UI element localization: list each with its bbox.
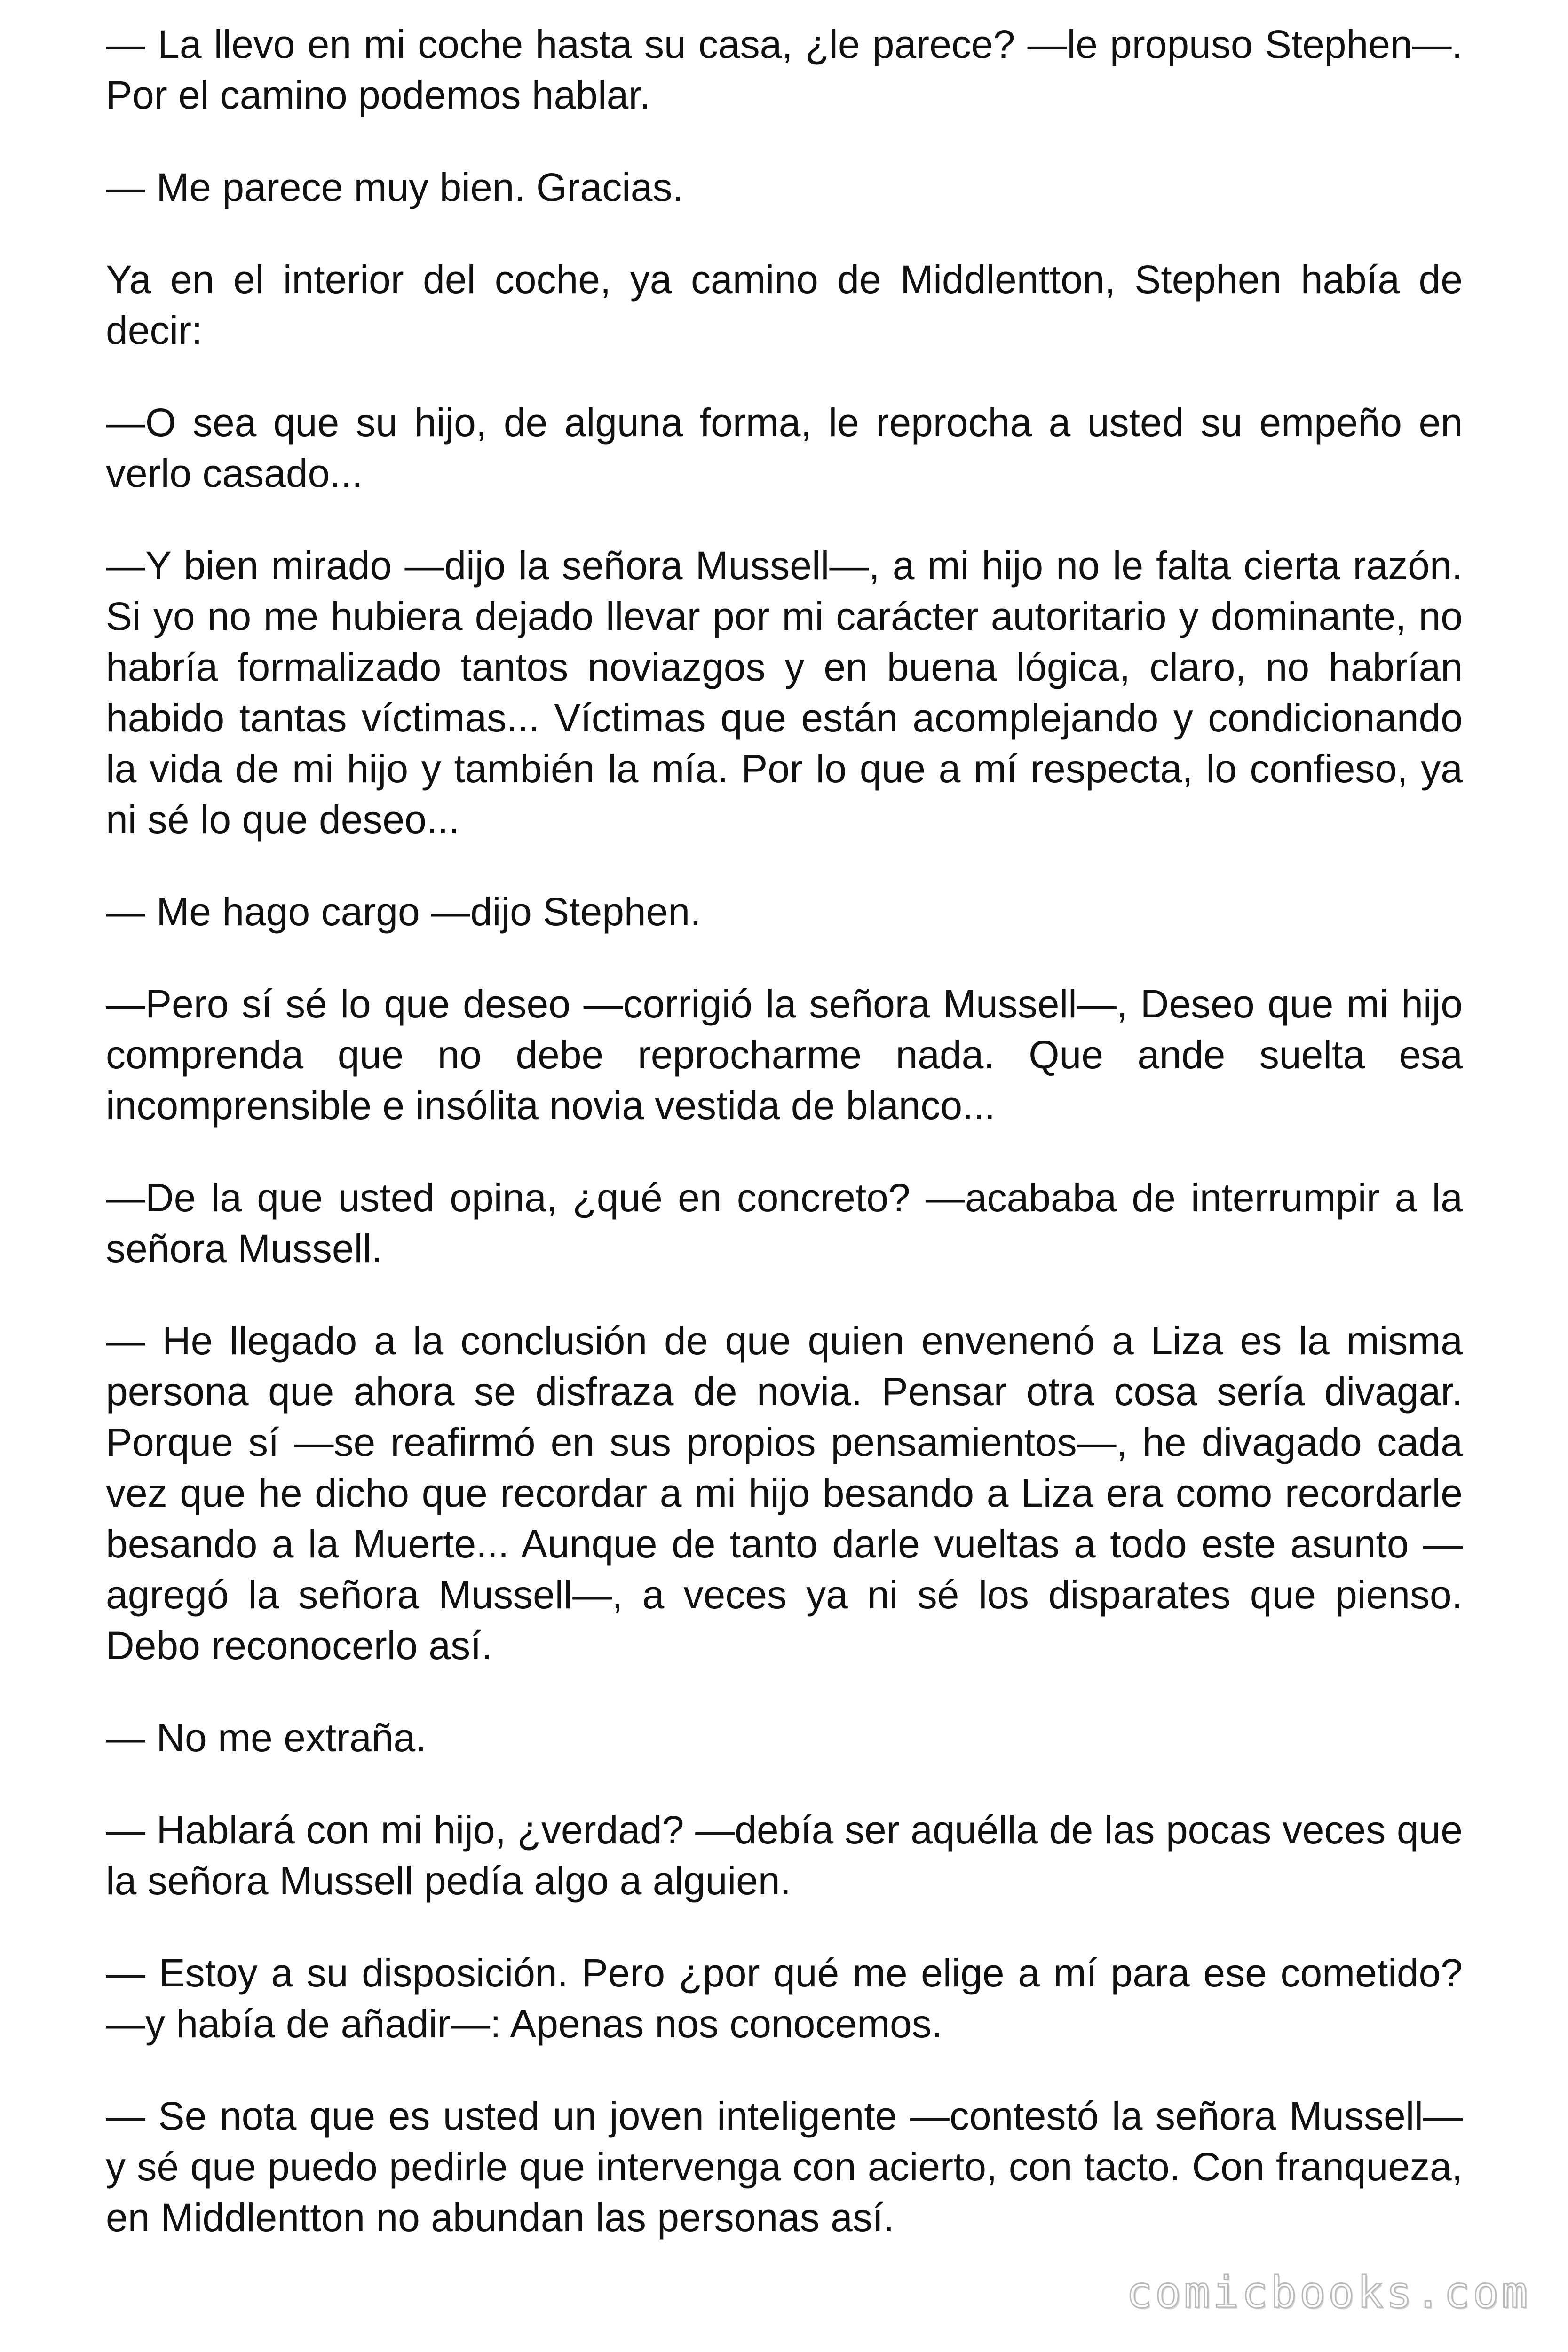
paragraph: — Hablará con mi hijo, ¿verdad? —debía ser aquélla de las pocas veces que la señora Mussell pedía algo a alguien.	[106, 1808, 1463, 1903]
paragraph: — No me extraña.	[106, 1716, 427, 1760]
paragraph: — Estoy a su disposición. Pero ¿por qué me elige a mí para ese cometido? —y había de añadir—: Apenas nos conocemos.	[106, 1951, 1463, 2046]
paragraph: —Y bien mirado —dijo la señora Mussell—, a mi hijo no le falta cierta razón. Si yo no me hubiera dejado llevar por mi carácter autoritario y dominante, no habría formalizado tantos noviazgos y en buena lógica, claro, no habrían habido tantas víctimas... Víctimas que están acomplejando y condicionando la vida de mi hijo y también la mía. Por lo que a mí respecta, lo confieso, ya ni sé lo que deseo...	[106, 543, 1463, 842]
paragraph: — La llevo en mi coche hasta su casa, ¿le parece? —le propuso Stephen—. Por el camino podemos hablar.	[106, 22, 1463, 117]
document-body	[106, 19, 1463, 2284]
paragraph: —Pero sí sé lo que deseo —corrigió la señora Mussell—, Deseo que mi hijo comprenda que no debe reprocharme nada. Que ande suelta esa incomprensible e insólita novia vestida de blanco...	[106, 982, 1463, 1128]
paragraph: —O sea que su hijo, de alguna forma, le reprocha a usted su empeño en verlo casado...	[106, 400, 1463, 495]
paragraph: — He llegado a la conclusión de que quien envenenó a Liza es la misma persona que ahora se disfraza de novia. Pensar otra cosa sería divagar. Porque sí —se reafirmó en sus propios pensamientos—, he divagado cada vez que he dicho que recordar a mi hijo besando a Liza era como recordarle besando a la Muerte... Aunque de tanto darle vueltas a todo este asunto —agregó la señora Mussell—, a veces ya ni sé los disparates que pienso. Debo reconocerlo así.	[106, 1319, 1463, 1668]
paragraph: —De la que usted opina, ¿qué en concreto? —acababa de interrumpir a la señora Mussell.	[106, 1176, 1463, 1271]
watermark: comicbooks.com	[1126, 2267, 1530, 2318]
paragraph: — Me hago cargo —dijo Stephen.	[106, 890, 701, 934]
paragraph: Ya en el interior del coche, ya camino de Middlentton, Stephen había de decir:	[106, 257, 1463, 352]
paragraph: — Se nota que es usted un joven inteligente —contestó la señora Mussell— y sé que puedo pedirle que intervenga con acierto, con tacto. Con franqueza, en Middlentton no abundan las personas así.	[106, 2094, 1463, 2240]
paragraph: — Me parece muy bien. Gracias.	[106, 165, 683, 209]
